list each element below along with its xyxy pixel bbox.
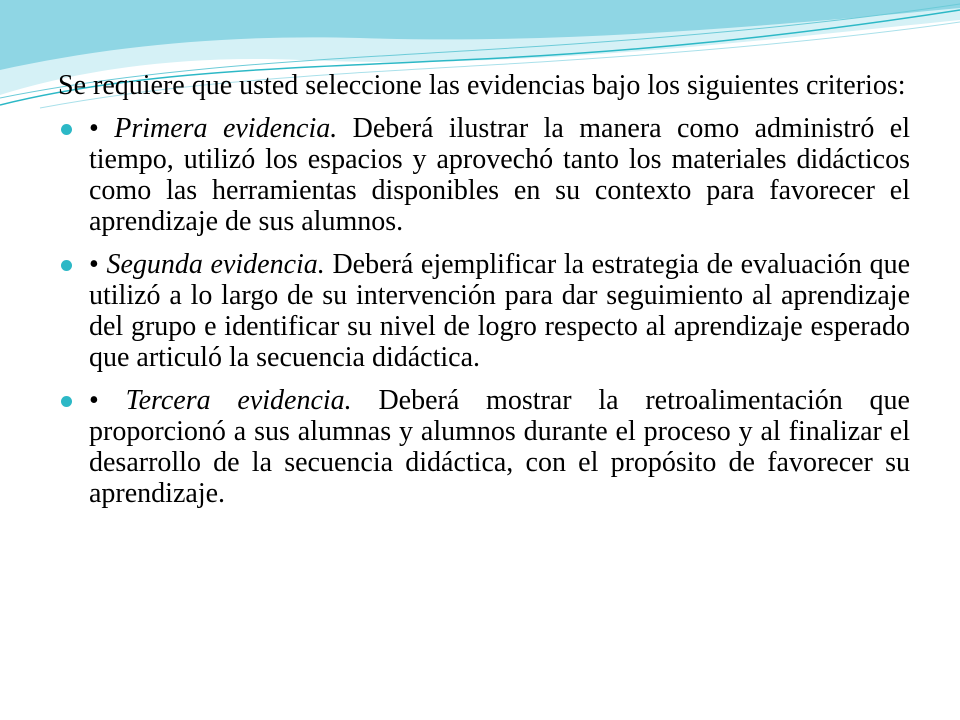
criterion-body: Deberá mostrar la retroalimentación que proporcionó a sus alumnas y alumnos durante el proceso y al finalizar el desarrollo de la secuencia didáctica, con el propósito de favorecer su aprendizaje. [89, 385, 910, 509]
inline-bullet-glyph: • [89, 249, 107, 280]
slide-content [58, 70, 910, 521]
criterion-title: Primera evidencia. [114, 113, 353, 144]
inline-bullet-glyph: • [89, 113, 115, 144]
criterion-item-2 [58, 249, 910, 373]
criterion-body: Deberá ejemplificar la estrategia de evaluación que utilizó a lo largo de su intervención para dar seguimiento al aprendizaje del grupo e identificar su nivel de logro respecto al aprendizaje esperado que articuló la secuencia didáctica. [89, 249, 911, 373]
criterion-item-1 [58, 113, 910, 237]
criterion-item-3 [58, 385, 910, 509]
bullet-dot-icon [61, 396, 72, 407]
criterion-body: Deberá ilustrar la manera como administró el tiempo, utilizó los espacios y aprovechó tanto los materiales didácticos como las herramientas disponibles en su contexto para favorecer el aprendizaje de sus alumnos. [89, 113, 911, 237]
criterion-title: Tercera evidencia. [125, 385, 379, 416]
intro-text: Se requiere que usted seleccione las evidencias bajo los siguientes criterios: [58, 70, 906, 101]
criterion-title: Segunda evidencia. [106, 249, 333, 280]
bullet-dot-icon [61, 260, 72, 271]
bullet-dot-icon [61, 124, 72, 135]
inline-bullet-glyph: • [89, 385, 126, 416]
